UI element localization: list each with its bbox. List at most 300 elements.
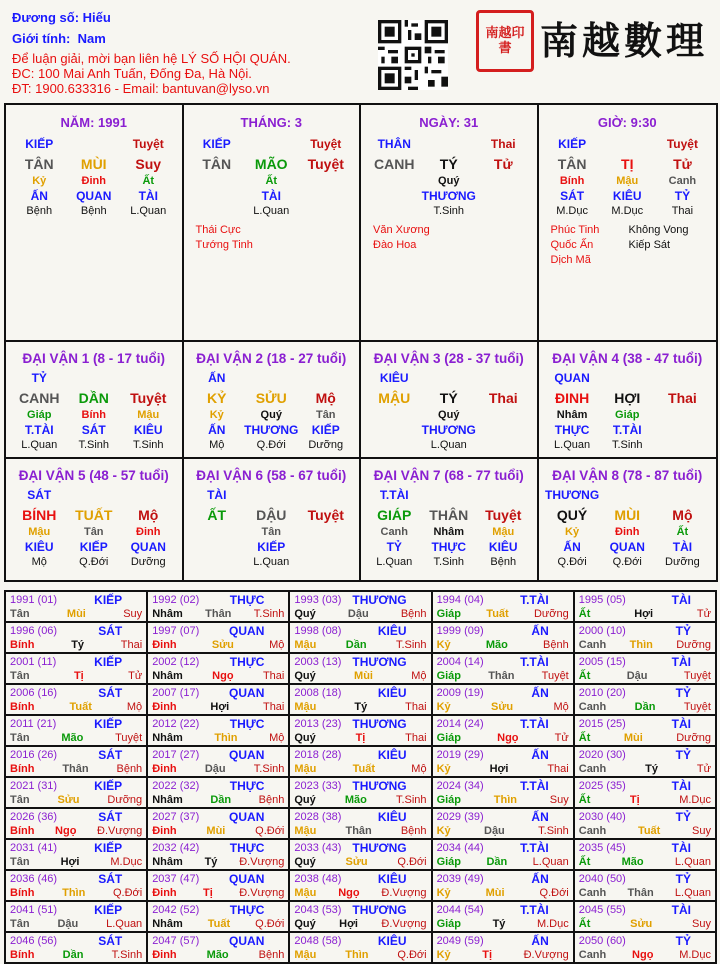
year-branch: Thân	[627, 887, 654, 899]
year-label: 2025 (35)	[578, 780, 626, 792]
year-row	[5, 777, 716, 808]
hidden-stem-cell: Bính	[559, 175, 585, 187]
life-stage-row	[12, 555, 176, 570]
year-line-1	[579, 686, 711, 700]
year-stem: Tân	[10, 608, 30, 620]
dai-van-row-2	[6, 459, 716, 580]
dai-van-body	[6, 485, 182, 570]
year-line-2	[437, 607, 569, 621]
heaven-stem-god-cell	[244, 134, 299, 154]
hidden-god-row	[367, 423, 531, 438]
heaven-stem-god-cell	[476, 368, 531, 388]
year-cell[interactable]	[289, 901, 431, 932]
life-stage-cell: Thai	[671, 205, 694, 217]
year-stem: Giáp	[436, 608, 462, 620]
year-label: 2045 (55)	[578, 904, 626, 916]
year-cell[interactable]	[5, 591, 147, 622]
year-label: 2008 (18)	[294, 687, 342, 699]
year-stem: Quý	[294, 856, 316, 868]
year-label: 2043 (53)	[294, 904, 342, 916]
hidden-stem-cell: Mậu	[137, 409, 160, 421]
hidden-stem-row	[12, 525, 176, 540]
year-line-1	[437, 934, 569, 948]
year-god: QUAN	[229, 624, 265, 638]
year-god: KIẾP	[94, 841, 123, 855]
life-stage-cell: L.Quan	[253, 556, 290, 568]
dai-van-cell[interactable]	[539, 459, 717, 580]
year-stage: T.Sinh	[111, 949, 143, 961]
year-cell[interactable]	[147, 932, 289, 963]
year-line-1	[10, 779, 142, 793]
year-stage: Dưỡng	[676, 732, 711, 744]
year-line-2	[152, 607, 284, 621]
year-line-1	[437, 841, 569, 855]
year-stem: Canh	[578, 949, 607, 961]
year-label: 2002 (12)	[152, 656, 200, 668]
year-cell[interactable]	[432, 746, 574, 777]
year-line-1	[579, 841, 711, 855]
dai-van-body	[361, 368, 537, 453]
year-line-1	[152, 593, 284, 607]
heaven-stem-god-row	[190, 134, 354, 154]
stem-branch-row	[367, 388, 531, 408]
year-stem: Nhâm	[152, 732, 183, 744]
year-stem: Bính	[10, 763, 35, 775]
pillar-cell[interactable]	[184, 105, 362, 340]
year-branch: Tuất	[352, 763, 376, 775]
life-stage-row	[545, 555, 711, 570]
pillar-title: NĂM: 1991	[60, 115, 127, 130]
heaven-stem-god-cell	[67, 134, 122, 154]
heaven-stem-god-cell	[422, 485, 477, 505]
year-cell[interactable]	[147, 591, 289, 622]
year-line-2	[10, 669, 142, 683]
year-stage: Dưỡng	[533, 608, 569, 620]
year-cell[interactable]	[147, 653, 289, 684]
year-branch: Tị	[73, 670, 84, 682]
hidden-god-cell	[655, 423, 710, 438]
year-line-2	[579, 824, 711, 838]
stem-branch-cell: KỶ	[207, 390, 227, 406]
heaven-stem-god-cell	[244, 368, 299, 388]
pillar-cell[interactable]	[361, 105, 539, 340]
dai-van-cell[interactable]	[184, 459, 362, 580]
hidden-god-cell	[299, 540, 354, 555]
year-stem: Tân	[10, 918, 30, 930]
year-branch: Tị	[482, 949, 492, 961]
stem-branch-cell: ẤT	[207, 507, 227, 523]
year-line-2	[294, 638, 426, 652]
stem-branch-cell: THÂN	[429, 507, 469, 523]
year-stage: Thai	[405, 732, 427, 744]
year-label: 1993 (03)	[294, 594, 342, 606]
year-cell[interactable]	[574, 653, 716, 684]
year-god: T.TÀI	[520, 779, 549, 793]
year-cell[interactable]	[289, 777, 431, 808]
hidden-god-row	[12, 540, 176, 555]
hidden-god-cell: QUAN	[609, 540, 645, 554]
life-stage-cell: L.Quan	[376, 556, 413, 568]
year-cell[interactable]	[432, 901, 574, 932]
year-god: THƯƠNG	[352, 655, 407, 669]
year-line-1	[437, 624, 569, 638]
dai-van-cell[interactable]	[6, 342, 184, 457]
hidden-stem-cell: Tân	[83, 526, 104, 538]
stem-branch-row	[367, 505, 531, 525]
year-cell[interactable]	[5, 777, 147, 808]
year-label: 2004 (14)	[436, 656, 484, 668]
stem-branch-cell: TÝ	[439, 390, 458, 406]
heaven-stem-god-cell	[600, 134, 655, 154]
year-line-1	[294, 841, 426, 855]
year-line-1	[294, 934, 426, 948]
year-stage: Đ.Vượng	[523, 949, 569, 961]
hidden-stem-row	[545, 525, 711, 540]
year-line-2	[152, 700, 284, 714]
year-cell[interactable]	[574, 808, 716, 839]
year-cell[interactable]	[574, 839, 716, 870]
year-cell[interactable]	[289, 684, 431, 715]
special-stars	[196, 223, 253, 253]
year-label: 2000 (10)	[578, 625, 626, 637]
year-god: KIẾP	[94, 717, 123, 731]
year-cell[interactable]	[432, 870, 574, 901]
year-label: 2044 (54)	[436, 904, 484, 916]
heaven-stem-god-row	[545, 134, 711, 154]
red-seal: 南越印書	[476, 10, 534, 72]
year-cell[interactable]	[432, 684, 574, 715]
year-cell[interactable]	[574, 932, 716, 963]
stem-branch-cell: Mộ	[672, 507, 693, 523]
special-star: Không Vong	[628, 224, 689, 236]
year-line-1	[10, 872, 142, 886]
year-branch: Ngọ	[55, 825, 77, 837]
year-stem: Ất	[578, 918, 591, 930]
year-stage: Thai	[262, 701, 285, 713]
year-cell[interactable]	[147, 715, 289, 746]
year-line-2	[579, 731, 711, 745]
heaven-stem-god-row	[367, 368, 531, 388]
year-line-1	[152, 779, 284, 793]
year-stage: Mộ	[126, 701, 143, 713]
year-stem: Nhâm	[152, 794, 183, 806]
year-cell[interactable]	[289, 746, 431, 777]
stem-branch-cell: CANH	[19, 390, 60, 406]
year-stem: Tân	[10, 670, 30, 682]
year-stem: Kỷ	[436, 825, 451, 837]
year-god: T.TÀI	[520, 903, 549, 917]
hidden-stem-cell: Ất	[265, 175, 278, 187]
year-line-2	[10, 731, 142, 745]
hidden-god-cell	[190, 540, 245, 555]
year-label: 1999 (09)	[436, 625, 484, 637]
year-cell[interactable]	[289, 715, 431, 746]
year-line-2	[10, 638, 142, 652]
year-line-2	[579, 638, 711, 652]
year-branch: Tuất	[69, 701, 92, 713]
year-stem: Quý	[294, 918, 316, 930]
heaven-stem-god-cell: Tuyệt	[666, 137, 698, 151]
life-stage-cell: L.Quan	[253, 205, 290, 217]
year-cell[interactable]	[5, 932, 147, 963]
dai-van-cell[interactable]	[361, 459, 539, 580]
hidden-stem-row	[545, 174, 711, 189]
heaven-stem-god-cell: KIẾP	[558, 137, 587, 151]
year-cell[interactable]	[574, 684, 716, 715]
year-label: 2031 (41)	[10, 842, 58, 854]
year-label: 2024 (34)	[436, 780, 484, 792]
year-label: 2022 (32)	[152, 780, 200, 792]
hidden-god-cell: THƯƠNG	[244, 423, 299, 437]
year-cell[interactable]	[574, 901, 716, 932]
year-stem: Mậu	[294, 949, 317, 961]
special-star: Tướng Tinh	[195, 239, 253, 251]
year-cell[interactable]	[5, 622, 147, 653]
year-cell[interactable]	[574, 777, 716, 808]
year-god: KIẾP	[94, 903, 123, 917]
owner-line: Đương số: Hiếu	[12, 10, 111, 25]
gender-line: Giới tính: Nam	[12, 31, 106, 46]
pillar-cell[interactable]	[6, 105, 184, 340]
year-god: T.TÀI	[520, 717, 549, 731]
year-stage: L.Quan	[674, 856, 711, 868]
year-line-2	[294, 762, 426, 776]
year-god: TỶ	[675, 872, 691, 886]
year-branch: Hợi	[210, 701, 230, 713]
life-stage-cell: Dưỡng	[665, 556, 700, 568]
year-cell[interactable]	[289, 808, 431, 839]
address-line: ĐC: 100 Mai Anh Tuấn, Đống Đa, Hà Nội.	[12, 66, 252, 81]
stem-branch-cell: MẬU	[378, 390, 411, 406]
year-cell[interactable]	[289, 870, 431, 901]
heaven-stem-god-cell: ẤN	[208, 371, 226, 385]
year-line-2	[10, 917, 142, 931]
year-cell[interactable]	[432, 622, 574, 653]
year-cell[interactable]	[432, 808, 574, 839]
year-line-1	[294, 872, 426, 886]
stem-branch-cell: MÙI	[614, 507, 641, 523]
year-cell[interactable]	[289, 591, 431, 622]
year-cell[interactable]	[289, 653, 431, 684]
year-label: 2017 (27)	[152, 749, 200, 761]
life-stage-cell: M.Dục	[611, 205, 644, 217]
year-cell[interactable]	[5, 901, 147, 932]
year-cell[interactable]	[147, 839, 289, 870]
year-branch: Tuất	[207, 918, 231, 930]
year-branch: Thìn	[214, 732, 238, 744]
year-branch: Sửu	[345, 856, 368, 868]
year-stage: Dưỡng	[107, 794, 143, 806]
year-stem: Ất	[578, 794, 591, 806]
year-label: 2003 (13)	[294, 656, 342, 668]
stem-branch-cell: Mộ	[315, 390, 336, 406]
year-cell[interactable]	[147, 777, 289, 808]
year-line-1	[10, 903, 142, 917]
hidden-god-cell: THƯƠNG	[421, 189, 476, 203]
dai-van-body	[539, 485, 717, 570]
year-cell[interactable]	[5, 715, 147, 746]
special-stars	[551, 223, 600, 268]
year-god: TÀI	[671, 717, 691, 731]
year-cell[interactable]	[147, 808, 289, 839]
year-stem: Kỷ	[436, 887, 451, 899]
hidden-god-row	[12, 189, 176, 204]
year-cell[interactable]	[432, 932, 574, 963]
life-stage-cell	[299, 204, 354, 219]
stem-branch-cell: DẦN	[78, 390, 109, 406]
year-label: 2034 (44)	[436, 842, 484, 854]
hidden-god-cell: T.TÀI	[612, 423, 642, 437]
dai-van-title: ĐẠI VẬN 1 (8 - 17 tuổi)	[22, 351, 165, 366]
year-label: 2010 (20)	[578, 687, 626, 699]
year-god: SÁT	[98, 872, 123, 886]
year-stage: L.Quan	[674, 887, 711, 899]
year-god: TÀI	[671, 779, 691, 793]
year-god: TỶ	[675, 686, 691, 700]
hidden-god-row	[545, 540, 711, 555]
year-line-2	[152, 762, 284, 776]
life-stage-cell: Q.Đới	[557, 556, 587, 568]
year-branch: Hợi	[634, 608, 654, 620]
heaven-stem-god-cell: KIÊU	[379, 371, 409, 385]
year-label: 2046 (56)	[10, 935, 58, 947]
hidden-stem-cell: Tân	[315, 409, 336, 421]
year-god: SÁT	[98, 810, 123, 824]
dai-van-title: ĐẠI VẬN 2 (18 - 27 tuổi)	[196, 351, 347, 366]
heaven-stem-god-cell: T.TÀI	[379, 488, 409, 502]
life-stage-cell: T.Sinh	[78, 439, 110, 451]
hidden-god-cell: THỰC	[554, 423, 590, 437]
hidden-god-row	[190, 189, 354, 204]
hidden-god-row	[190, 423, 354, 438]
year-cell[interactable]	[574, 715, 716, 746]
year-line-1	[10, 686, 142, 700]
year-cell[interactable]	[289, 932, 431, 963]
special-star: Kiếp Sát	[628, 239, 671, 251]
year-stage: Dưỡng	[676, 639, 711, 651]
dai-van-body	[539, 368, 717, 453]
life-stage-cell: L.Quan	[430, 439, 467, 451]
year-cell[interactable]	[574, 746, 716, 777]
pillar-cell[interactable]	[539, 105, 717, 340]
hidden-stem-cell: Canh	[380, 526, 408, 538]
stem-branch-cell: Tuyệt	[307, 507, 344, 523]
year-branch: Mão	[344, 794, 367, 806]
year-cell[interactable]	[147, 684, 289, 715]
year-line-1	[579, 872, 711, 886]
year-branch: Mùi	[623, 732, 643, 744]
year-line-2	[437, 638, 569, 652]
year-cell[interactable]	[5, 808, 147, 839]
year-cell[interactable]	[574, 591, 716, 622]
year-line-1	[437, 748, 569, 762]
year-cell[interactable]	[147, 622, 289, 653]
year-line-1	[10, 624, 142, 638]
yearly-luck-table	[4, 590, 717, 964]
pillar-title: NGÀY: 31	[419, 115, 479, 130]
year-god: ẤN	[531, 748, 549, 762]
year-stem: Ất	[578, 608, 591, 620]
year-label: 2015 (25)	[578, 718, 626, 730]
dai-van-cell[interactable]	[184, 342, 362, 457]
year-stage: L.Quan	[532, 856, 569, 868]
life-stage-cell: Dưỡng	[308, 439, 344, 451]
year-branch: Dần	[62, 949, 84, 961]
gender-value: Nam	[77, 31, 106, 46]
heaven-stem-god-row	[545, 485, 711, 505]
year-cell[interactable]	[5, 746, 147, 777]
year-branch: Ngọ	[632, 949, 654, 961]
year-cell[interactable]	[5, 684, 147, 715]
year-cell[interactable]	[432, 839, 574, 870]
year-cell[interactable]	[147, 901, 289, 932]
stem-branch-row	[190, 505, 354, 525]
phone-email-line[interactable]: ĐT: 1900.633316 - Email: bantuvan@lyso.vn	[12, 81, 270, 96]
year-label: 2001 (11)	[10, 656, 57, 668]
year-cell[interactable]	[147, 746, 289, 777]
year-row	[5, 653, 716, 684]
year-line-1	[579, 624, 711, 638]
year-line-1	[10, 810, 142, 824]
dai-van-cell[interactable]	[361, 342, 539, 457]
hidden-god-cell: THƯƠNG	[421, 423, 476, 437]
year-branch: Tuất	[637, 825, 661, 837]
year-cell[interactable]	[574, 622, 716, 653]
qr-code-icon[interactable]	[378, 20, 448, 90]
year-cell[interactable]	[432, 715, 574, 746]
year-god: TÀI	[671, 593, 691, 607]
stem-branch-cell: Mộ	[138, 507, 159, 523]
year-cell[interactable]	[5, 839, 147, 870]
year-line-2	[437, 762, 569, 776]
year-cell[interactable]	[289, 839, 431, 870]
dai-van-cell[interactable]	[539, 342, 717, 457]
year-branch: Thân	[345, 825, 372, 837]
year-cell[interactable]	[147, 870, 289, 901]
year-god: QUAN	[229, 686, 265, 700]
life-stage-cell: T.Sinh	[611, 439, 643, 451]
year-stem: Giáp	[436, 918, 462, 930]
stem-branch-cell: TÂN	[557, 156, 587, 172]
year-branch: Hợi	[489, 763, 509, 775]
year-branch: Thìn	[62, 887, 86, 899]
year-cell[interactable]	[289, 622, 431, 653]
year-line-2	[152, 669, 284, 683]
dai-van-cell[interactable]	[6, 459, 184, 580]
year-god: THƯƠNG	[352, 841, 407, 855]
special-star: Quốc Ấn	[550, 239, 594, 251]
stem-branch-cell: CANH	[374, 156, 415, 172]
year-stage: Q.Đới	[397, 949, 427, 961]
year-line-1	[579, 810, 711, 824]
year-god: T.TÀI	[520, 593, 549, 607]
year-cell[interactable]	[432, 591, 574, 622]
stem-branch-cell: QUÝ	[556, 507, 588, 523]
year-cell[interactable]	[574, 870, 716, 901]
year-cell[interactable]	[432, 653, 574, 684]
year-stem: Kỷ	[436, 949, 451, 961]
year-cell[interactable]	[5, 653, 147, 684]
chart-board	[4, 103, 718, 582]
year-line-1	[294, 779, 426, 793]
year-stem: Bính	[10, 825, 35, 837]
year-god: SÁT	[98, 624, 123, 638]
year-cell[interactable]	[432, 777, 574, 808]
life-stage-cell	[299, 555, 354, 570]
year-cell[interactable]	[5, 870, 147, 901]
hidden-stem-cell: Quý	[438, 175, 460, 187]
year-row	[5, 591, 716, 622]
